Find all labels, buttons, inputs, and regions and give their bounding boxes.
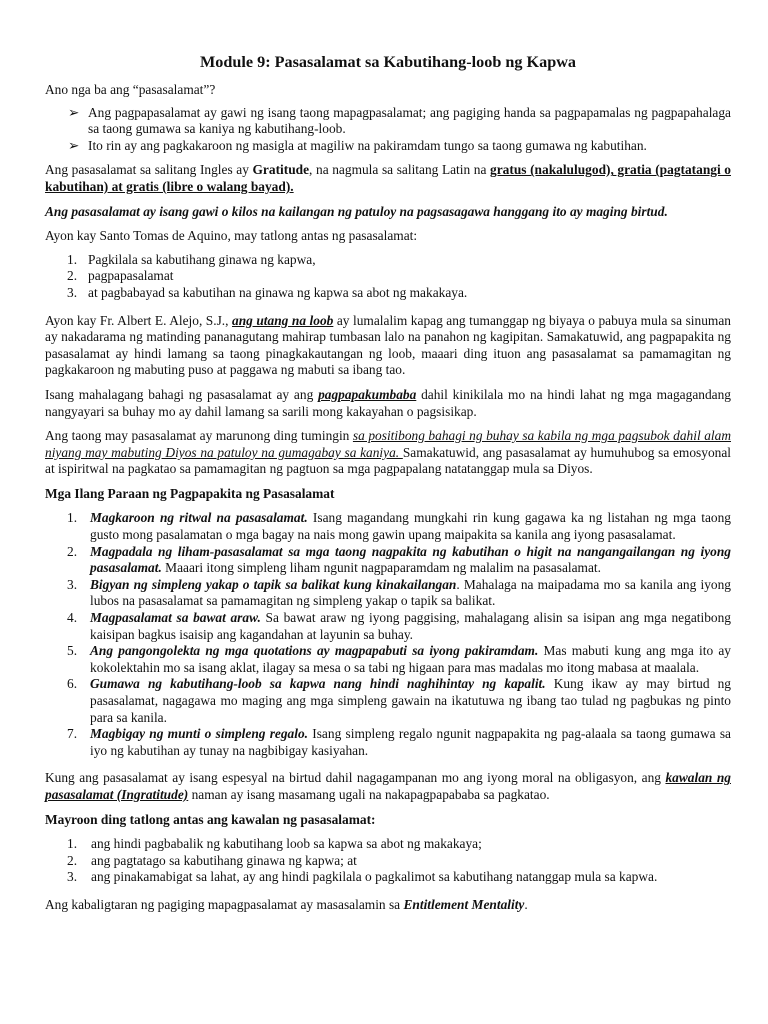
list-item: ➢ Ang pagpapasalamat ay gawi ng isang taong mapagpasalamat; ang pagiging handa sa pagpapamalas ng pagpapahalaga sa taong gumawa sa kaniya ng kabutihang-loob. [68,104,731,137]
page-title: Module 9: Pasasalamat sa Kabutihang-loob ng Kapwa [200,53,576,71]
paragraph-humility: Isang mahalagang bahagi ng pasasalamat ay ang pagpapakumbaba dahil kinikilala mo na hindi lahat ng mga magagandang nangyayari sa buhay mo ay dahil lamang sa sarili mong kakayahan o pagsisikap. [45,386,731,419]
list-item: 1. Magkaroon ng ritwal na pasasalamat. Isang magandang mungkahi rin kung gagawa ka ng listahan ng mga taong gusto mong pasalamatan o mga bagay na nais mong gawin upang maipakita sa kanila ang iyong pasasalamat. [67,510,731,543]
list-item: 2. Magpadala ng liham-pasasalamat sa mga taong nagpakita ng kabutihan o higit na nangangailangan ng iyong pasasalamat. Maaari itong simpleng liham ngunit nagpaparamdam ng malalim na pasasalamat. [67,543,731,576]
list-item: 1. ang hindi pagbabalik ng kabutihang loob sa kapwa sa abot ng makakaya; [67,836,482,852]
list-item: 2. pagpapasalamat [67,268,174,284]
definition-list [45,105,731,155]
paragraph-aquinas: Ayon kay Santo Tomas de Aquino, may tatlong antas ng pasasalamat: [45,228,418,244]
list-item: ➢ Ito rin ay ang pagkakaroon ng masigla at magiliw na pakiramdam tungo sa taong gumawa ng kabutihan. [68,137,647,153]
list-item: 3. Bigyan ng simpleng yakap o tapik sa balikat kung kinakailangan. Mahalaga na maipadama mo sa kanila ang iyong lubos na pasasalamat sa pamamagitan ng simpleng yakap o tapik sa balikat. [67,576,731,609]
list-item: 7. Magbigay ng munti o simpleng regalo. Isang simpleng regalo ngunit nagpapakita ng pag-alaala sa taong gumawa sa iyo ng kabutihan ay tunay na nagbibigay kasiyahan. [67,726,731,758]
paragraph-alejo: Ayon kay Fr. Albert E. Alejo, S.J., ang utang na loob ay lumalalim kapag ang tumanggap ng biyaya o pabuya mula sa sinuman ay nakadarama ng matinding pananagutang mahirap tumbasan lalo na panahon ng kagipitan. Samakatuwid, ang pagpapakita ng pasasalamat ay hindi lamang sa taong pinagkakautangan ng loob, maaari ding ituon ang pasasalamat sa pamamagitan ng pagkakaroon ng mabuting puso at paggawa ng mabuti sa ibang tao. [45,312,731,378]
section-heading-ingratitude-levels: Mayroon ding tatlong antas ang kawalan ng pasasalamat: [45,811,376,827]
ways-list [45,510,731,759]
list-item: 6. Gumawa ng kabutihang-loob sa kapwa nang hindi naghihintay ng kapalit. Kung ikaw ay may birtud ng pasasalamat, nagagawa mo maging ang mga simpleng gawain na ikatutuwa ng ibang tao tulad ng pagbukas ng pinto para sa kanila. [67,676,732,725]
paragraph-positive: Ang taong may pasasalamat ay marunong ding tumingin sa positibong bahagi ng buhay sa kabila ng mga pagsubok dahil alam niyang may mabuting Diyos na patuloy na gumagabay sa kaniya. Samakatuwid, ang pasasalamat ay humuhubog sa emosyonal at ispiritwal na pagkatao sa pamamagitan ng pagtuon sa mga pagpapalang natatanggap mula sa Diyos. [45,428,731,477]
paragraph-entitlement: Ang kabaligtaran ng pagiging mapagpasalamat ay masasalamin sa Entitlement Mentality. [45,896,528,912]
arrow-bullet-icon: ➢ [68,137,80,153]
list-item: 3. ang pinakamabigat sa lahat, ay ang hindi pagkilala o pagkalimot sa kabutihang natanggap mula sa kapwa. [67,869,658,885]
list-item: 1. Pagkilala sa kabutihang ginawa ng kapwa, [67,251,316,267]
list-item: 4. Magpasalamat sa bawat araw. Sa bawat araw ng iyong paggising, mahalagang alisin sa isipan ang mga negatibong kaisipan bagkus isaisip ang kagandahan at layunin sa buhay. [67,610,731,642]
ingratitude-levels-list [45,836,731,886]
arrow-bullet-icon: ➢ [68,104,80,120]
aquinas-levels-list [45,252,731,302]
list-item: 3. at pagbabayad sa kabutihan na ginawa ng kapwa sa abot ng makakaya. [67,284,468,300]
intro-question: Ano nga ba ang “pasasalamat”? [45,82,216,97]
paragraph-gratitude: Ang pasasalamat sa salitang Ingles ay Gratitude, na nagmula sa salitang Latin na gratus (nakalulugod), gratia (pagtatangi o kabutihan) at gratis (libre o walang bayad). [45,162,731,194]
paragraph-virtue: Ang pasasalamat ay isang gawi o kilos na kailangan ng patuloy na pagsasagawa hanggang ito ay maging birtud. [45,203,668,219]
list-item: 2. ang pagtatago sa kabutihang ginawa ng kapwa; at [67,852,357,868]
paragraph-ingratitude: Kung ang pasasalamat ay isang espesyal na birtud dahil nagagampanan mo ang iyong moral na obligasyon, ang kawalan ng pasasalamat (Ingratitude) naman ay isang masamang ugali na nakapagpapababa sa pagkatao. [45,770,731,802]
list-item: 5. Ang pangongolekta ng mga quotations ay magpapabuti sa iyong pakiramdam. Mas mabuti kung ang mga ito ay kokolektahin mo sa isang aklat, ilagay sa mesa o sa tabi ng higaan para mas madalas mo itong mabasa at maalala. [67,643,731,675]
section-heading-ways: Mga Ilang Paraan ng Pagpapakita ng Pasasalamat [45,485,335,501]
